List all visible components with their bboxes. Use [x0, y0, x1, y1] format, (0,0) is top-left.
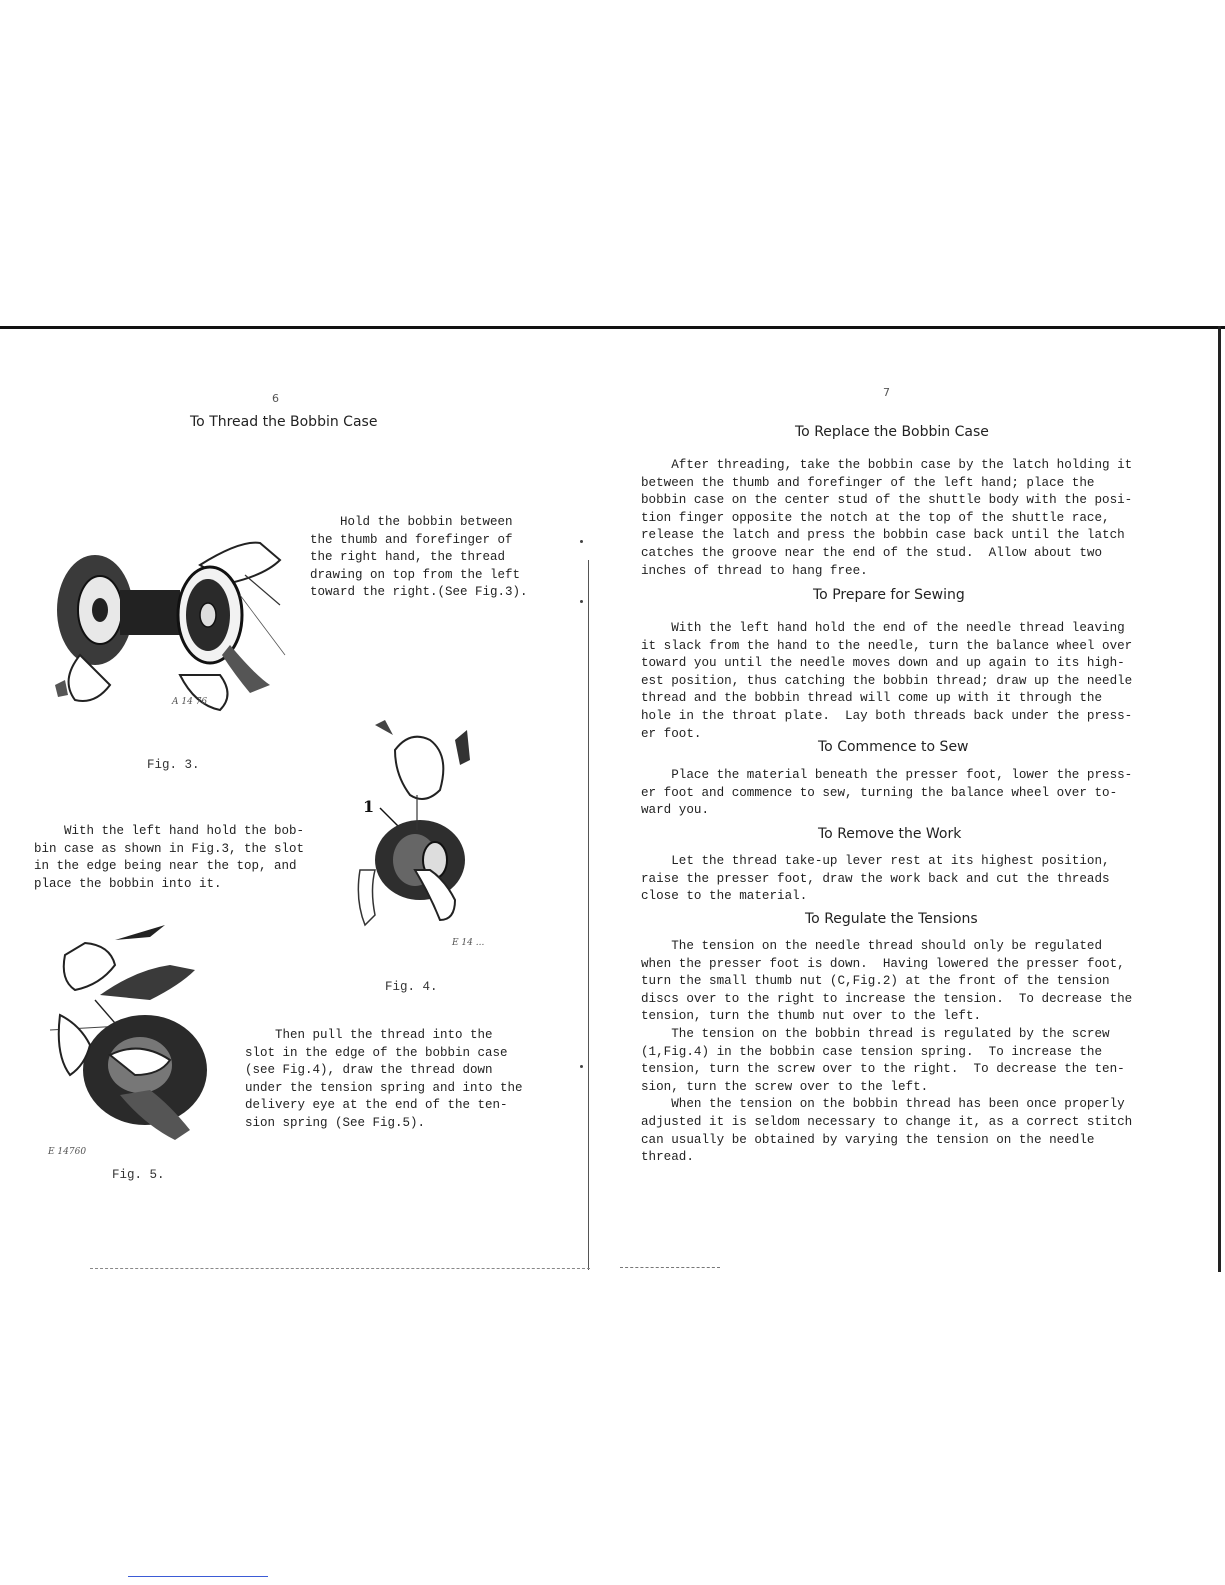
text-line: can usually be obtained by varying the tension on the needle — [641, 1132, 1095, 1147]
fig4-caption: Fig. 4. — [385, 980, 438, 994]
text-line: raise the presser foot, draw the work back and cut the threads — [641, 871, 1110, 886]
paragraph-hold-bobbin — [310, 514, 528, 602]
page-number-right: 7 — [883, 386, 890, 399]
text-line: ward you. — [641, 803, 710, 818]
text-line: Let the thread take-up lever rest at its highest position, — [641, 854, 1110, 868]
text-line: The tension on the needle thread should only be regulated — [641, 939, 1103, 953]
text-line: After threading, take the bobbin case by the latch holding it — [641, 458, 1133, 472]
margin-mark — [580, 1065, 583, 1068]
text-line: when the presser foot is down. Having lowered the presser foot, — [641, 956, 1125, 971]
margin-mark — [580, 540, 583, 543]
text-line: discs over to the right to increase the tension. To decrease the — [641, 991, 1133, 1006]
section-heading-regulate-tensions: To Regulate the Tensions — [805, 911, 978, 927]
page-number-left: 6 — [272, 392, 279, 405]
text-line: tension, turn the thumb nut over to the left. — [641, 1009, 982, 1024]
text-line: (1,Fig.4) in the bobbin case tension spring. To increase the — [641, 1044, 1103, 1059]
text-line: thread and the bobbin thread will come up with it through the — [641, 691, 1103, 706]
text-line: sion, turn the screw over to the left. — [641, 1079, 929, 1094]
section-body-remove-work — [641, 853, 1110, 906]
text-line: With the left hand hold the bob- — [34, 824, 305, 838]
paragraph-pull-thread — [245, 1027, 523, 1133]
text-line: catches the groove near the end of the stud. Allow about two — [641, 545, 1103, 560]
text-line: it slack from the hand to the needle, turn the balance wheel over — [641, 638, 1133, 653]
text-line: place the bobbin into it. — [34, 876, 222, 891]
text-line: tension, turn the screw over to the right. To decrease the ten- — [641, 1062, 1125, 1077]
text-line: delivery eye at the end of the ten- — [245, 1098, 508, 1113]
section-body-prepare-sewing — [641, 620, 1132, 743]
fig4-code: E 14 ... — [452, 938, 485, 948]
link-underline — [128, 1576, 268, 1577]
text-line: adjusted it is seldom necessary to change it, as a correct stitch — [641, 1114, 1133, 1129]
page-top-edge — [0, 326, 1225, 329]
text-line: When the tension on the bobbin thread has been once properly — [641, 1097, 1125, 1112]
section-heading-replace-bobbin-case: To Replace the Bobbin Case — [795, 424, 989, 440]
fig4-callout-label: 1 — [363, 797, 375, 816]
text-line: turn the small thumb nut (C,Fig.2) at the front of the tension — [641, 974, 1110, 989]
section-heading-commence-sew: To Commence to Sew — [818, 739, 969, 755]
margin-mark — [580, 600, 583, 603]
text-line: Place the material beneath the presser foot, lower the press- — [641, 768, 1133, 782]
section-body-replace-bobbin-case — [641, 457, 1132, 580]
page-right-edge — [1218, 326, 1221, 1272]
paragraph-left-hand — [34, 823, 304, 893]
page-bottom-edge-left — [90, 1268, 590, 1270]
section-body-commence-sew — [641, 767, 1132, 820]
text-line: under the tension spring and into the — [245, 1080, 523, 1095]
text-line: in the edge being near the top, and — [34, 859, 297, 874]
text-line: thread. — [641, 1150, 694, 1165]
text-line: between the thumb and forefinger of the left hand; place the — [641, 475, 1095, 490]
text-line: er foot. — [641, 726, 702, 741]
text-line: inches of thread to hang free. — [641, 563, 868, 578]
section-heading-prepare-sewing: To Prepare for Sewing — [813, 587, 965, 603]
text-line: The tension on the bobbin thread is regulated by the screw — [641, 1026, 1110, 1041]
text-line: bin case as shown in Fig.3, the slot — [34, 841, 305, 856]
text-line: toward the right.(See Fig.3). — [310, 585, 528, 600]
section-body-regulate-tensions — [641, 938, 1132, 1167]
text-line: er foot and commence to sew, turning the balance wheel over to- — [641, 785, 1118, 800]
fig3-code: A 14 76 — [172, 697, 208, 707]
fig5-caption: Fig. 5. — [112, 1168, 165, 1182]
text-line: close to the material. — [641, 889, 808, 904]
text-line: drawing on top from the left — [310, 567, 521, 582]
figure-3-illustration — [50, 535, 290, 720]
text-line: tion finger opposite the notch at the top of the shuttle race, — [641, 510, 1110, 525]
text-line: slot in the edge of the bobbin case — [245, 1045, 508, 1060]
text-line: (see Fig.4), draw the thread down — [245, 1063, 493, 1078]
page-bottom-edge-right — [620, 1267, 720, 1269]
text-line: the thumb and forefinger of — [310, 532, 513, 547]
text-line: Hold the bobbin between — [340, 515, 513, 529]
section-heading-remove-work: To Remove the Work — [818, 826, 962, 842]
left-page-title: To Thread the Bobbin Case — [190, 414, 378, 430]
figure-4-illustration — [355, 720, 490, 935]
text-line: the right hand, the thread — [310, 550, 506, 565]
figure-5-illustration — [40, 925, 215, 1150]
text-line: est position, thus catching the bobbin thread; draw up the needle — [641, 673, 1133, 688]
fig3-caption: Fig. 3. — [147, 758, 200, 772]
text-line: With the left hand hold the end of the needle thread leaving — [641, 621, 1125, 635]
text-line: toward you until the needle moves down and up again to its high- — [641, 656, 1125, 671]
text-line: Then pull the thread into the — [245, 1028, 493, 1042]
text-line: release the latch and press the bobbin case back until the latch — [641, 528, 1125, 543]
text-line: hole in the throat plate. Lay both threads back under the press- — [641, 708, 1133, 723]
text-line: bobbin case on the center stud of the shuttle body with the posi- — [641, 493, 1133, 508]
text-line: sion spring (See Fig.5). — [245, 1115, 426, 1130]
fig5-code: E 14760 — [48, 1147, 87, 1157]
book-spine — [588, 560, 589, 1270]
